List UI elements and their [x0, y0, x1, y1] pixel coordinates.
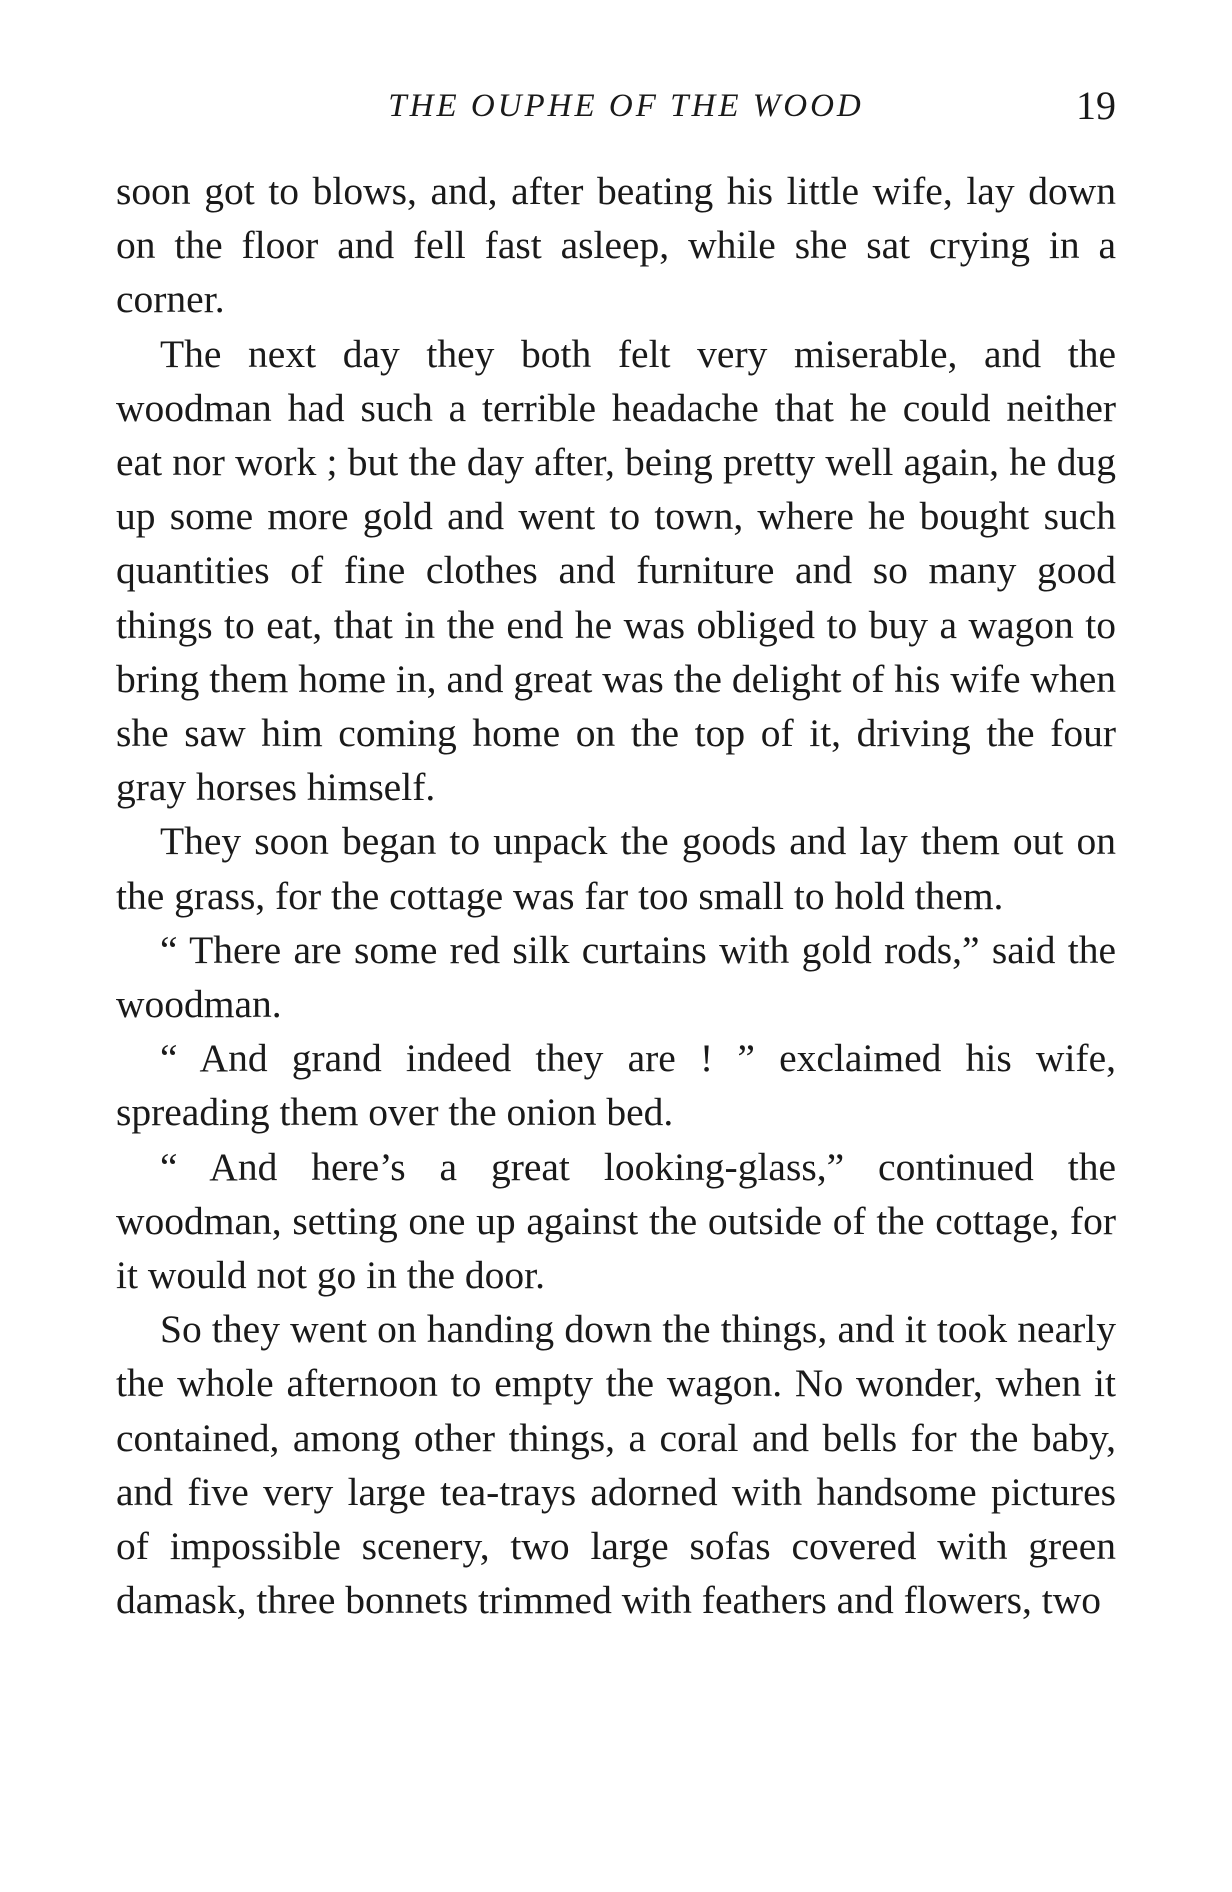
- running-title: THE OUPHE OF THE WOOD: [388, 88, 864, 124]
- paragraph: They soon began to unpack the goods and lay them out on the grass, for the cottage was far too small to hold them.: [116, 819, 1116, 918]
- paragraph-dialogue: “ There are some red silk curtains with gold rods,” said the woodman.: [116, 927, 1116, 1027]
- page-number: 19: [1076, 83, 1116, 128]
- paragraph-dialogue: “ And grand indeed they are ! ” exclaimed his wife, spreading them over the onion bed.: [116, 1036, 1116, 1135]
- paragraph: The next day they both felt very miserable, and the woodman had such a terrible headache that he could neither eat nor work ; but the day after, being pretty well again, he dug up some more gold and went to town, where he bought such quantities of fine clothes and furniture and so many good things to eat, that in the end he was obliged to buy a wagon to bring them home in, and great was the delight of his wife when she saw him coming home on the top of it, driving the four gray horses himself.: [116, 331, 1116, 810]
- paragraph: So they went on handing down the things, and it took nearly the whole afternoon to empty the wagon. No wonder, when it contained, among other things, a coral and bells for the baby, and five very large tea-trays adorned with handsome pictures of impossible scenery, two large sofas covered with green damask, three bonnets trimmed with feathers and flowers, two: [116, 1307, 1116, 1623]
- running-head: [116, 78, 1116, 134]
- paragraph-continuation: soon got to blows, and, after beating his little wife, lay down on the floor and fell fast asleep, while she sat crying in a corner.: [116, 169, 1116, 322]
- body-text: [116, 164, 1116, 1627]
- paragraph-dialogue: “ And here’s a great looking-glass,” continued the woodman, setting one up against the outside of the cottage, for it would not go in the door.: [116, 1144, 1116, 1298]
